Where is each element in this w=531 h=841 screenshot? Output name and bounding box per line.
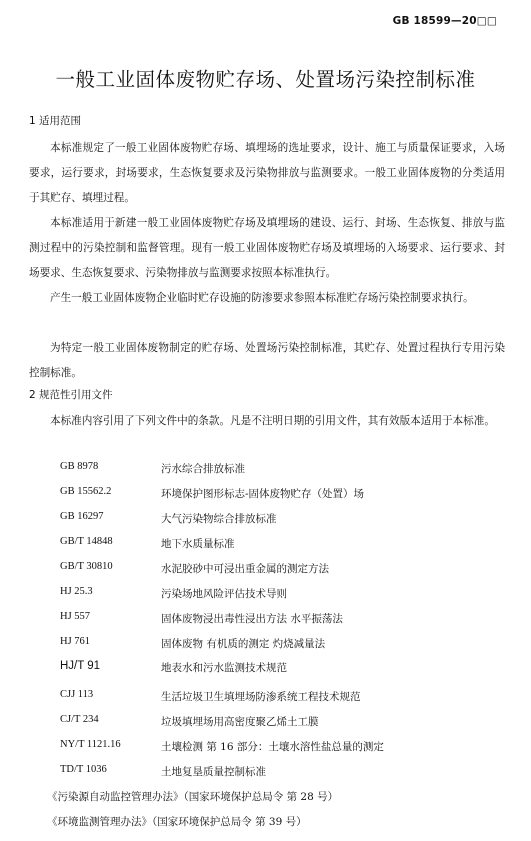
reference-code: HJ 761: [60, 636, 91, 647]
reference-name: 固体废物浸出毒性浸出方法 水平振荡法: [161, 613, 343, 625]
reference-name: 大气污染物综合排放标准: [161, 513, 277, 525]
section-2-intro: 本标准内容引用了下列文件中的条款。凡是不注明日期的引用文件，其有效版本适用于本标准。: [50, 415, 495, 427]
reference-name: 水泥胶砂中可浸出重金属的测定方法: [161, 563, 329, 575]
reference-name: 垃圾填埋场用高密度聚乙烯土工膜: [161, 716, 319, 728]
reference-name: 固体废物 有机质的测定 灼烧减量法: [161, 638, 326, 650]
section-2-heading: 2 规范性引用文件: [29, 389, 113, 401]
regulation-reference: 《污染源自动监控管理办法》（国家环境保护总局令 第 28 号）: [47, 791, 339, 803]
reference-name: 土地复垦质量控制标准: [161, 766, 266, 778]
reference-name: 地下水质量标准: [161, 538, 235, 550]
reference-code: CJ/T 234: [60, 714, 99, 725]
reference-name: 土壤检测 第 16 部分：土壤水溶性盐总量的测定: [161, 741, 384, 753]
reference-code: TD/T 1036: [60, 764, 107, 775]
reference-code: NY/T 1121.16: [60, 739, 121, 750]
section-1-paragraph-2: 本标准适用于新建一般工业固体废物贮存场及填埋场的建设、运行、封场、生态恢复、排放与监测过程中的污染控制和监督管理。现有一般工业固体废物贮存场及填埋场的入场要求、运行要求、封场要求、生态恢复要求、污染物排放与监测要求按照本标准执行。: [29, 217, 505, 279]
reference-code: GB 16297: [60, 511, 104, 522]
regulation-reference: 《环境监测管理办法》（国家环境保护总局令 第 39 号）: [47, 816, 307, 828]
reference-name: 污染场地风险评估技术导则: [161, 588, 287, 600]
reference-code: HJ 25.3: [60, 586, 93, 597]
reference-code: HJ 557: [60, 611, 91, 622]
reference-name: 生活垃圾卫生填埋场防渗系统工程技术规范: [161, 691, 361, 703]
section-1-paragraph-4: 为特定一般工业固体废物制定的贮存场、处置场污染控制标准，其贮存、处置过程执行专用污染控制标准。: [29, 342, 505, 379]
reference-name: 污水综合排放标准: [161, 463, 245, 475]
standard-number: GB 18599—20□□: [392, 15, 497, 27]
document-title: 一般工业固体废物贮存场、处置场污染控制标准: [55, 68, 476, 91]
reference-code: HJ/T 91: [60, 660, 101, 672]
section-1-paragraph-3: 产生一般工业固体废物企业临时贮存设施的防渗要求参照本标准贮存场污染控制要求执行。: [50, 292, 474, 304]
reference-code: GB 8978: [60, 461, 99, 472]
section-1-paragraph-1: 本标准规定了一般工业固体废物贮存场、填埋场的选址要求，设计、施工与质量保证要求，入场要求，运行要求，封场要求，生态恢复要求及污染物排放与监测要求。一般工业固体废物的分类适用于其贮存、填埋过程。: [29, 142, 505, 204]
reference-name: 环境保护图形标志-固体废物贮存（处置）场: [161, 488, 365, 500]
reference-code: GB/T 14848: [60, 536, 113, 547]
reference-code: CJJ 113: [60, 689, 94, 700]
section-1-heading: 1 适用范围: [29, 115, 82, 127]
reference-code: GB/T 30810: [60, 561, 113, 572]
reference-code: GB 15562.2: [60, 486, 112, 497]
reference-name: 地表水和污水监测技术规范: [161, 662, 287, 674]
